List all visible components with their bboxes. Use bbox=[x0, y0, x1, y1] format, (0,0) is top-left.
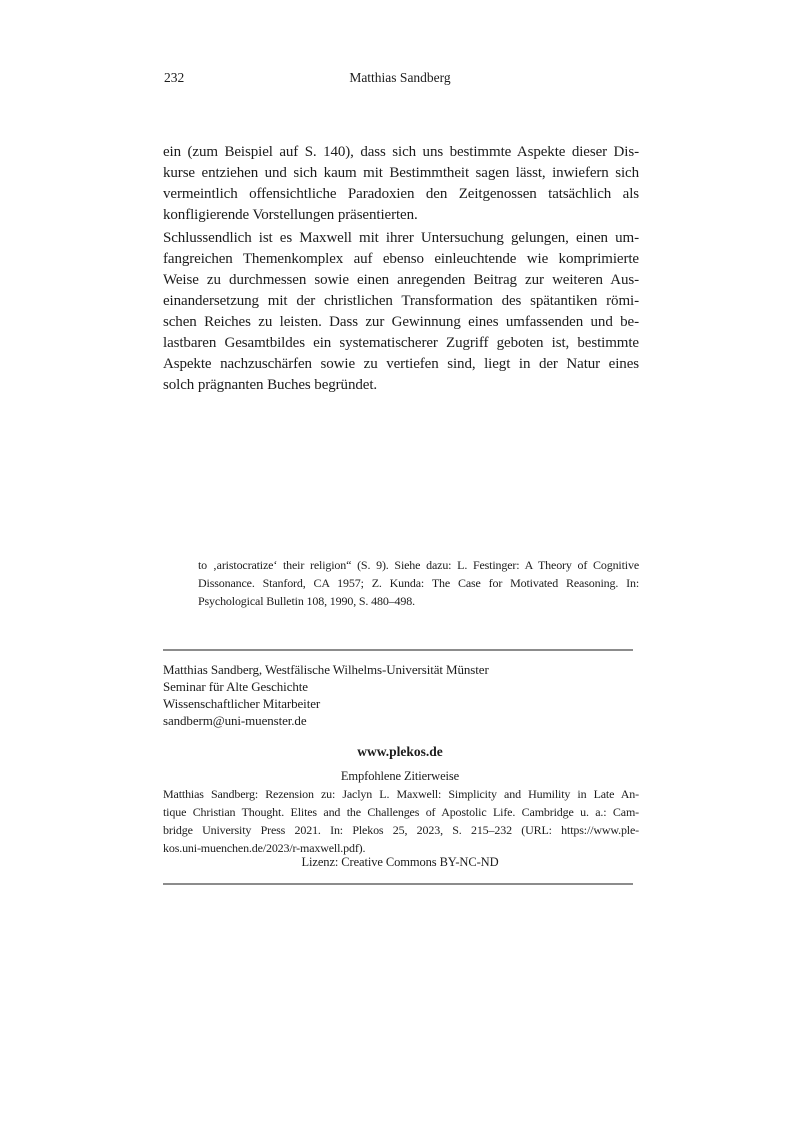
license-text: Lizenz: Creative Commons BY-NC-ND bbox=[301, 855, 499, 869]
text-line: Aspekte nachzuschärfen sowie zu vertiefen sind, liegt in der Natur eines bbox=[163, 356, 639, 372]
text-line: Schlussendlich ist es Maxwell mit ihrer Untersuchung gelungen, einen um- bbox=[163, 230, 639, 246]
text-line: Weise zu durchmessen sowie einen anregenden Beitrag zur weiteren Aus- bbox=[163, 272, 639, 288]
text-line: kos.uni-muenchen.de/2023/r-maxwell.pdf). bbox=[163, 841, 366, 855]
text-line: Seminar für Alte Geschichte bbox=[163, 679, 308, 694]
text-line: schen Reiches zu leisten. Dass zur Gewinnung eines umfassenden und be- bbox=[163, 314, 639, 330]
text-line: Wissenschaftlicher Mitarbeiter bbox=[163, 696, 321, 711]
citation-heading: Empfohlene Zitierweise bbox=[340, 769, 460, 783]
citation-text bbox=[163, 785, 639, 857]
affiliation-lines bbox=[163, 661, 639, 712]
footnote-text bbox=[198, 556, 639, 610]
text-line: einandersetzung mit der christlichen Transformation des spätantiken römi- bbox=[163, 293, 639, 309]
body-paragraph-1 bbox=[163, 142, 639, 226]
text-line: Matthias Sandberg, Westfälische Wilhelms-Universität Münster bbox=[163, 662, 489, 677]
text-line: solch prägnanten Buches begründet. bbox=[163, 377, 378, 393]
text-line: Matthias Sandberg: Rezension zu: Jaclyn L. Maxwell: Simplicity and Humility in Late An- bbox=[163, 787, 639, 801]
page-number: 232 bbox=[164, 70, 185, 85]
text-line: ein (zum Beispiel auf S. 140), dass sich uns bestimmte Aspekte dieser Dis- bbox=[163, 144, 639, 160]
text-line: to ‚aristocratize‘ their religion“ (S. 9). Siehe dazu: L. Festinger: A Theory of Cognitive bbox=[198, 558, 639, 572]
text-line: Dissonance. Stanford, CA 1957; Z. Kunda: The Case for Motivated Reasoning. In: bbox=[198, 576, 639, 590]
separator-rule-top bbox=[163, 649, 633, 651]
author-email[interactable]: sandberm@uni-muenster.de bbox=[163, 713, 307, 728]
running-head: Matthias Sandberg bbox=[349, 70, 451, 85]
separator-rule-bottom bbox=[163, 883, 633, 885]
affiliation-block bbox=[163, 661, 639, 729]
text-line: Psychological Bulletin 108, 1990, S. 480–498. bbox=[198, 594, 415, 608]
journal-website-link[interactable]: www.plekos.de bbox=[357, 744, 443, 759]
text-line: tique Christian Thought. Elites and the Challenges of Apostolic Life. Cambridge u. a.: Cam- bbox=[163, 805, 639, 819]
text-line: kurse entziehen und sich kaum mit Bestimmtheit sagen lässt, inwiefern sich bbox=[163, 165, 639, 181]
body-paragraph-2 bbox=[163, 228, 639, 396]
text-line: vermeintlich offensichtliche Paradoxien den Zeitgenossen tatsächlich als bbox=[163, 186, 639, 202]
text-line: konfligierende Vorstellungen präsentierten. bbox=[163, 207, 418, 223]
text-line: fangreichen Themenkomplex auf ebenso einleuchtende wie komprimierte bbox=[163, 251, 639, 267]
text-line: bridge University Press 2021. In: Plekos 25, 2023, S. 215–232 (URL: https://www.ple- bbox=[163, 823, 639, 837]
text-line: lastbaren Gesamtbildes ein systematischerer Zugriff geboten ist, bestimmte bbox=[163, 335, 639, 351]
